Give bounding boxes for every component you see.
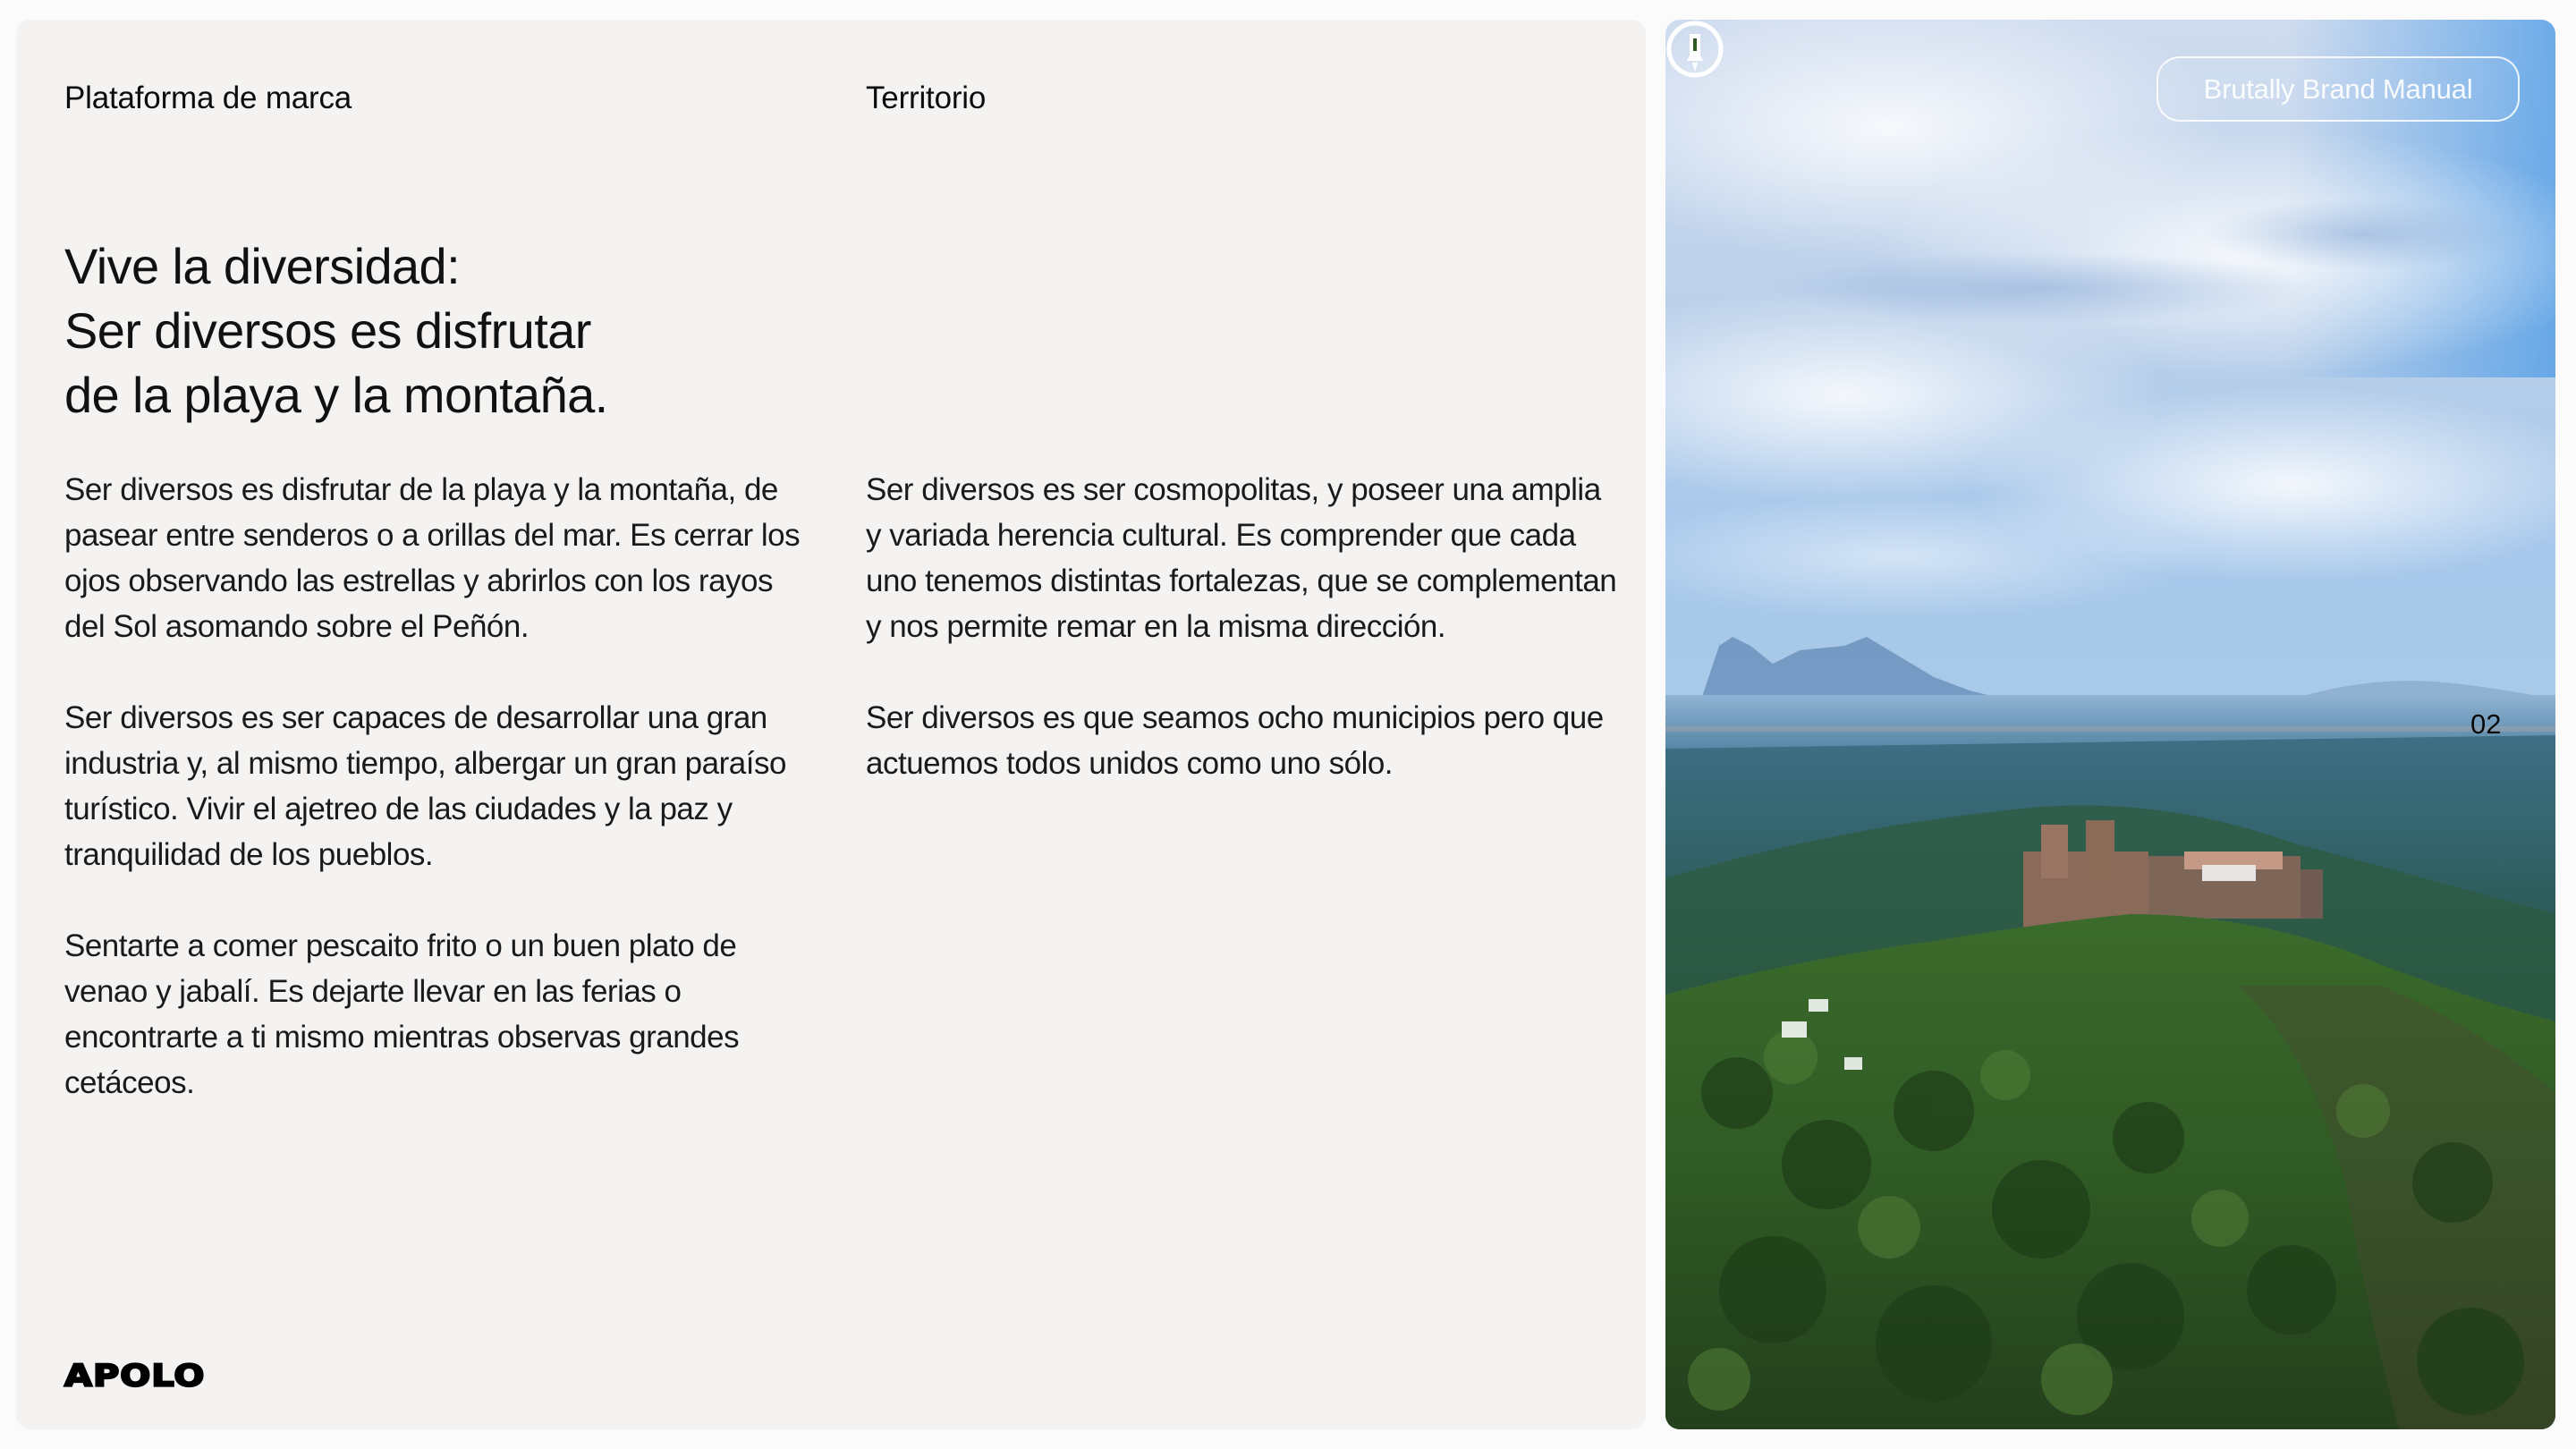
brutally-brand-manual-badge[interactable]: Brutally Brand Manual xyxy=(2157,56,2520,122)
headline-line: Ser diversos es disfrutar xyxy=(64,302,591,359)
apolo-wordmark-logo: APOLO xyxy=(64,1358,206,1394)
body-paragraph: Ser diversos es ser capaces de desarrollar una gran industria y, al mismo tiempo, albergar un gran paraíso turístico. Vivir el ajetreo de las ciudades y la paz y tranquilidad de los pueblos. xyxy=(64,700,786,872)
landscape-photo-illustration xyxy=(1665,20,2555,1429)
headline-line: de la playa y la montaña. xyxy=(64,367,608,423)
page-number: 02 xyxy=(2470,708,2502,740)
rocket-circle-icon xyxy=(1665,20,1724,79)
body-paragraph: Ser diversos es que seamos ocho municipios pero que actuemos todos unidos como uno sólo. xyxy=(866,700,1604,781)
headline-line: Vive la diversidad: xyxy=(64,238,461,294)
body-paragraph: Ser diversos es disfrutar de la playa y la montaña, de pasear entre senderos o a orillas del mar. Es cerrar los ojos observando las estrellas y abrirlos con los rayos del Sol asomando sobre el Peñón. xyxy=(64,472,801,644)
text-panel xyxy=(16,20,1646,1429)
body-paragraph: Sentarte a comer pescaito frito o un buen plato de venao y jabalí. Es dejarte llevar en las ferias o encontrarte a ti mismo mientras observas grandes cetáceos. xyxy=(64,928,740,1100)
headline xyxy=(64,234,816,428)
section-label-brand-platform: Plataforma de marca xyxy=(64,80,352,115)
landscape-photo xyxy=(1665,20,2555,1429)
section-label-territory: Territorio xyxy=(866,80,987,115)
body-paragraph: Ser diversos es ser cosmopolitas, y poseer una amplia y variada herencia cultural. Es comprender que cada uno tenemos distintas fortalezas, que se complementan y nos permite remar en la misma dirección. xyxy=(866,472,1617,644)
left-column-body xyxy=(64,467,816,1151)
right-column-body xyxy=(866,467,1617,832)
